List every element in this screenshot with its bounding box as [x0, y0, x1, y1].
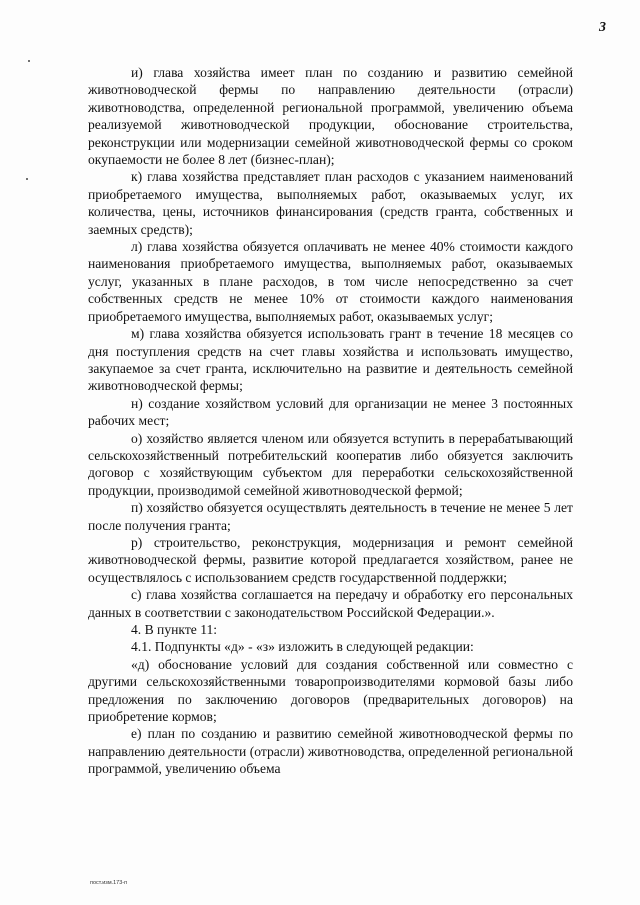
paragraph-m: м) глава хозяйства обязуется использовать грант в течение 18 месяцев со дня поступления средств на счет главы хозяйства и использовать имущество, закупаемое за счет гранта, исключительно на развитие и деятельность семейной животноводческой фермы;: [88, 326, 573, 394]
paragraph-o: о) хозяйство является членом или обязуется вступить в перерабатывающий сельскохозяйственный потребительский кооператив либо обязуется заключить договор с хозяйствующим субъектом для переработки сельскохозяйственной продукции, производимой семейной животноводческой фермой;: [88, 430, 573, 498]
paragraph-e: е) план по созданию и развитию семейной животноводческой фермы по направлению деятельности (отрасли) животноводства, определенной региональной программой, увеличению объема: [88, 726, 573, 777]
paragraph-d: «д) обоснование условий для создания собственной или совместно с другими сельскохозяйственными товаропроизводителями кормовой базы либо предложения по заключению договоров (предварительных договоров) на приобретение кормов;: [88, 656, 573, 725]
paragraph-subpoint-4-1: 4.1. Подпункты «д» - «з» изложить в следующей редакции:: [131, 639, 474, 655]
scan-speck: [26, 178, 28, 180]
scan-speck: [28, 60, 30, 62]
paragraph-k: к) глава хозяйства представляет план расходов с указанием наименований приобретаемого имущества, выполняемых работ, оказываемых услуг, их количества, цены, источников финансирования (средств гранта, собственных и заемных средств);: [88, 169, 573, 237]
footer-note: пост.изм.173-п: [90, 880, 128, 886]
paragraph-i: и) глава хозяйства имеет план по созданию и развитию семейной животноводческой фермы по направлению деятельности (отрасли) животноводства, определенной региональной программой, увеличению объема реализуемой животноводческой продукции, обоснование строительства, реконструкции или модернизации семейной животноводческой фермы со сроком окупаемости не более 8 лет (бизнес-план);: [88, 65, 573, 168]
paragraph-p: п) хозяйство обязуется осуществлять деятельность в течение не менее 5 лет после получения гранта;: [88, 500, 573, 533]
page-number: 3: [599, 20, 606, 35]
paragraph-point-11: 4. В пункте 11:: [131, 622, 218, 637]
paragraph-l: л) глава хозяйства обязуется оплачивать не менее 40% стоимости каждого наименования приобретаемого имущества, выполняемых работ, оказываемых услуг, указанных в плане расходов, в том числе непосредственно за счет собственных средств не менее 10% от стоимости каждого наименования приобретаемого имущества, выполняемых работ, оказываемых услуг;: [88, 239, 573, 324]
paragraph-s: с) глава хозяйства соглашается на передачу и обработку его персональных данных в соответствии с законодательством Российской Федерации.».: [88, 587, 573, 620]
document-body: [88, 64, 573, 778]
paragraph-n: н) создание хозяйством условий для организации не менее 3 постоянных рабочих мест;: [88, 395, 573, 429]
paragraph-r: р) строительство, реконструкция, модернизация и ремонт семейной животноводческой фермы, развитие которой предлагается хозяйством, ранее не осуществлялось с использованием средств государственной поддержки;: [88, 534, 573, 585]
